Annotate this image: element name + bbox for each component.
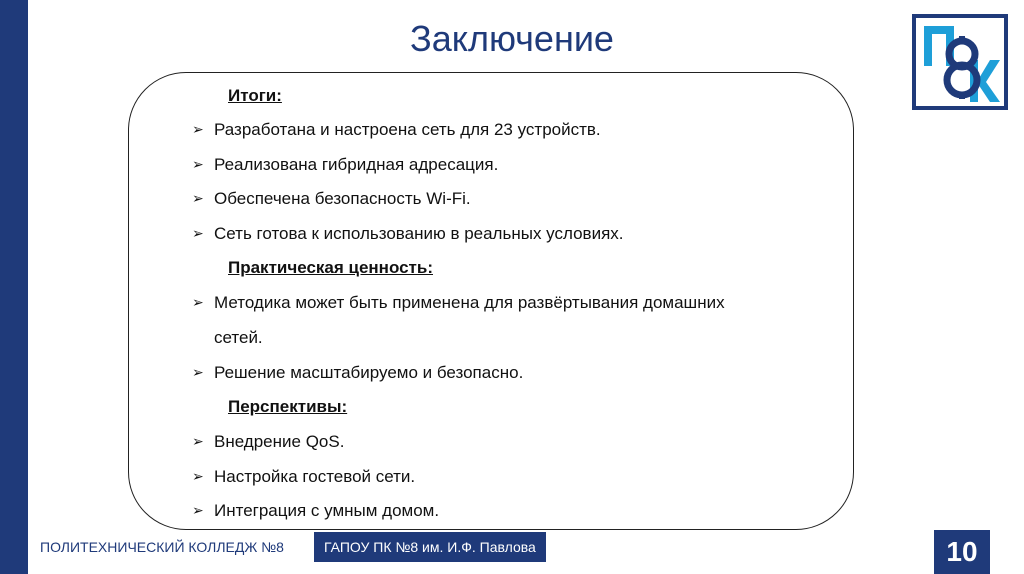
list-item-text: Обеспечена безопасность Wi-Fi. — [214, 189, 471, 208]
list-item-text: Реализована гибридная адресация. — [214, 155, 499, 174]
list-item — [192, 293, 725, 313]
arrow-bullet-icon: ➢ — [192, 190, 204, 206]
list-item-text: Решение масштабируемо и безопасно. — [214, 363, 524, 382]
slide-title: Заключение — [410, 18, 614, 59]
list-item — [192, 432, 344, 452]
footer-organization-badge: ГАПОУ ПК №8 им. И.Ф. Павлова — [314, 532, 546, 562]
list-item-text: Методика может быть применена для развёртывания домашних — [214, 293, 725, 312]
college-logo-icon — [912, 14, 1008, 110]
arrow-bullet-icon: ➢ — [192, 468, 204, 484]
arrow-bullet-icon: ➢ — [192, 364, 204, 380]
section-heading-practical-value: Практическая ценность: — [228, 258, 433, 277]
list-item — [192, 363, 523, 383]
section-heading-prospects: Перспективы: — [228, 397, 348, 416]
slide-page-number: 10 — [934, 530, 990, 574]
arrow-bullet-icon: ➢ — [192, 121, 204, 137]
arrow-bullet-icon: ➢ — [192, 502, 204, 518]
list-item — [192, 224, 624, 244]
arrow-bullet-icon: ➢ — [192, 225, 204, 241]
list-item — [192, 155, 498, 175]
list-item-text: Внедрение QoS. — [214, 432, 345, 451]
section-heading-results: Итоги: — [228, 86, 282, 105]
arrow-bullet-icon: ➢ — [192, 294, 204, 310]
list-item-text: Интеграция с умным домом. — [214, 501, 440, 520]
arrow-bullet-icon: ➢ — [192, 433, 204, 449]
arrow-bullet-icon: ➢ — [192, 156, 204, 172]
list-item-text: Настройка гостевой сети. — [214, 467, 416, 486]
list-item-text: Сеть готова к использованию в реальных условиях. — [214, 224, 624, 243]
left-accent-bar — [0, 0, 28, 574]
list-item — [192, 501, 439, 521]
list-item — [192, 189, 471, 209]
list-item — [192, 467, 415, 487]
list-item-continuation: сетей. — [214, 328, 263, 347]
footer-college-name: ПОЛИТЕХНИЧЕСКИЙ КОЛЛЕДЖ №8 — [40, 539, 284, 555]
list-item-text: Разработана и настроена сеть для 23 устройств. — [214, 120, 601, 139]
list-item — [192, 120, 601, 140]
